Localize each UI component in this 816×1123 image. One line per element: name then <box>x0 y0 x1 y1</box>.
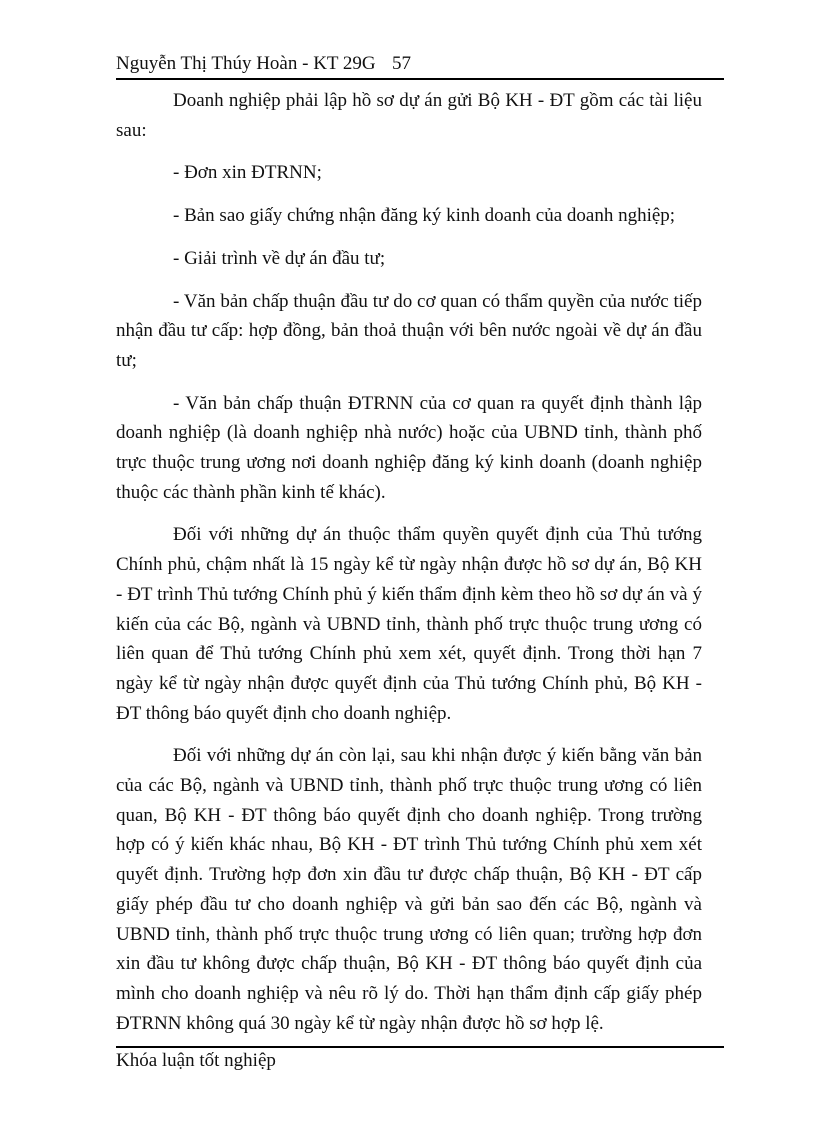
document-body <box>116 86 702 1038</box>
paragraph-pm-decision: Đối với những dự án thuộc thẩm quyền quyết định của Thủ tướng Chính phủ, chậm nhất là 15 ngày kể từ ngày nhận được hồ sơ dự án, Bộ KH - ĐT trình Thủ tướng Chính phủ ý kiến thẩm định kèm theo hồ sơ dự án và ý kiến của các Bộ, ngành và UBND tỉnh, thành phố trực thuộc trung ương có liên quan để Thủ tướng Chính phủ xem xét, quyết định. Trong thời hạn 7 ngày kể từ ngày nhận được quyết định của Thủ tướng Chính phủ, Bộ KH - ĐT thông báo quyết định cho doanh nghiệp. <box>116 524 702 724</box>
list-item: - Văn bản chấp thuận ĐTRNN của cơ quan ra quyết định thành lập doanh nghiệp (là doanh nghiệp nhà nước) hoặc của UBND tỉnh, thành phố trực thuộc trung ương nơi doanh nghiệp đăng ký kinh doanh (doanh nghiệp thuộc các thành phần kinh tế khác). <box>116 392 702 503</box>
list-item: - Bản sao giấy chứng nhận đăng ký kinh doanh của doanh nghiệp; <box>173 205 676 227</box>
page-number: 57 <box>392 53 411 74</box>
header-author: Nguyễn Thị Thúy Hoàn - KT 29G <box>116 53 376 74</box>
list-item: - Đơn xin ĐTRNN; <box>173 162 322 184</box>
list-item: - Văn bản chấp thuận đầu tư do cơ quan có thẩm quyền của nước tiếp nhận đầu tư cấp: hợp đồng, bản thoả thuận với bên nước ngoài về dự án đầu tư; <box>116 290 702 371</box>
list-item: - Giải trình về dự án đầu tư; <box>173 247 386 269</box>
footer-divider <box>116 1046 724 1048</box>
paragraph-remaining-projects: Đối với những dự án còn lại, sau khi nhận được ý kiến bằng văn bản của các Bộ, ngành và UBND tỉnh, thành phố trực thuộc trung ương có liên quan, Bộ KH - ĐT thông báo quyết định cho doanh nghiệp. Trong trường hợp có ý kiến khác nhau, Bộ KH - ĐT trình Thủ tướng Chính phủ xem xét quyết định. Trường hợp đơn xin đầu tư được chấp thuận, Bộ KH - ĐT cấp giấy phép đầu tư cho doanh nghiệp và gửi bản sao đến các Bộ, ngành và UBND tỉnh, thành phố trực thuộc trung ương có liên quan; trường hợp đơn xin đầu tư không được chấp thuận, Bộ KH - ĐT thông báo quyết định của mình cho doanh nghiệp và nêu rõ lý do. Thời hạn thẩm định cấp giấy phép ĐTRNN không quá 30 ngày kể từ ngày nhận được hồ sơ hợp lệ. <box>116 745 702 1034</box>
paragraph-intro: Doanh nghiệp phải lập hồ sơ dự án gửi Bộ KH - ĐT gồm các tài liệu sau: <box>116 90 702 141</box>
page-header <box>116 52 724 80</box>
page-footer: Khóa luận tốt nghiệp <box>116 1050 276 1071</box>
